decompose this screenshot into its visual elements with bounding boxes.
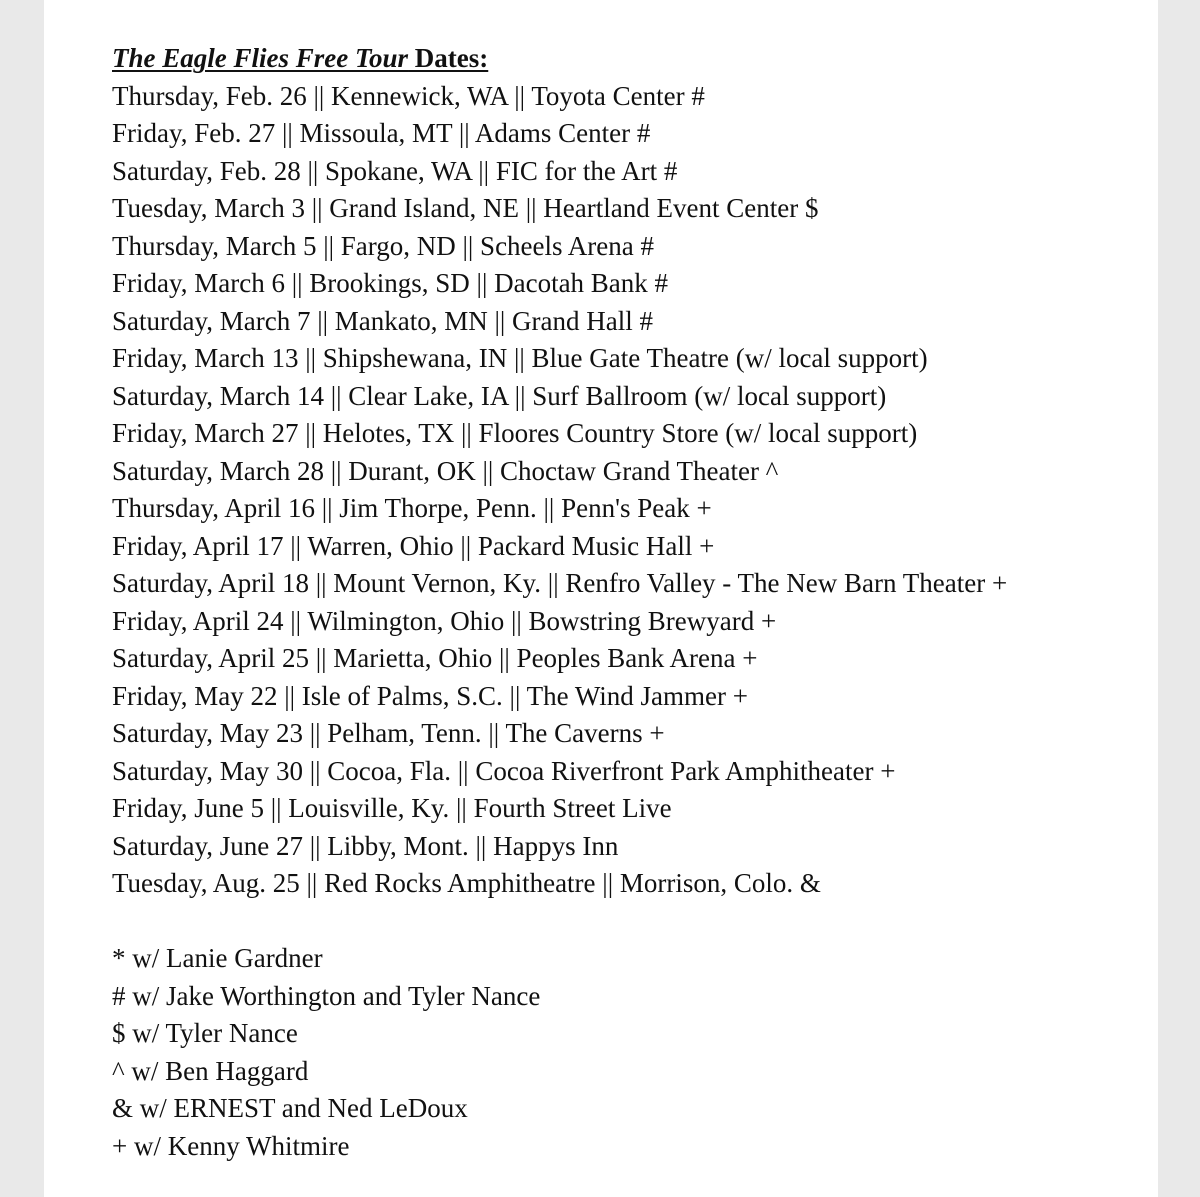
tour-date: Saturday, June 27 || Libby, Mont. || Happys Inn xyxy=(112,830,619,861)
tour-date: Saturday, April 18 || Mount Vernon, Ky. || Renfro Valley - The New Barn Theater + xyxy=(112,568,1008,598)
tour-date: Friday, March 13 || Shipshewana, IN || Blue Gate Theatre (w/ local support) xyxy=(112,343,928,373)
tour-date: Friday, March 27 || Helotes, TX || Floores Country Store (w/ local support) xyxy=(112,418,918,448)
support-legend xyxy=(112,940,1007,1165)
tour-date: Friday, June 5 || Louisville, Ky. || Fourth Street Live xyxy=(112,793,672,823)
tour-date: Tuesday, Aug. 25 || Red Rocks Amphitheatre || Morrison, Colo. & xyxy=(112,868,821,898)
tour-date: Thursday, March 5 || Fargo, ND || Scheels Arena # xyxy=(112,230,655,261)
tour-date: Saturday, Feb. 28 || Spokane, WA || FIC for the Art # xyxy=(112,155,678,186)
tour-date: Saturday, May 23 || Pelham, Tenn. || The Caverns + xyxy=(112,718,665,748)
legend-item: + w/ Kenny Whitmire xyxy=(112,1130,350,1161)
tour-date: Saturday, May 30 || Cocoa, Fla. || Cocoa Riverfront Park Amphitheater + xyxy=(112,755,896,786)
document-page xyxy=(44,0,1158,1197)
tour-date: Friday, April 24 || Wilmington, Ohio || Bowstring Brewyard + xyxy=(112,605,777,636)
legend-item: & w/ ERNEST and Ned LeDoux xyxy=(112,1093,468,1123)
tour-date: Saturday, March 14 || Clear Lake, IA || Surf Ballroom (w/ local support) xyxy=(112,380,887,411)
tour-date: Thursday, April 16 || Jim Thorpe, Penn. || Penn's Peak + xyxy=(112,493,712,523)
tour-date: Saturday, April 25 || Marietta, Ohio || Peoples Bank Arena + xyxy=(112,643,758,673)
tour-date: Thursday, Feb. 26 || Kennewick, WA || Toyota Center # xyxy=(112,80,705,111)
tour-date: Tuesday, March 3 || Grand Island, NE || Heartland Event Center $ xyxy=(112,193,819,223)
tour-title-suffix: Dates: xyxy=(408,43,489,73)
tour-date: Friday, March 6 || Brookings, SD || Dacotah Bank # xyxy=(112,268,669,298)
legend-item: $ w/ Tyler Nance xyxy=(112,1018,298,1048)
legend-item: # w/ Jake Worthington and Tyler Nance xyxy=(112,980,541,1011)
legend-item: * w/ Lanie Gardner xyxy=(112,943,323,973)
tour-date: Saturday, March 28 || Durant, OK || Choctaw Grand Theater ^ xyxy=(112,455,779,486)
tour-date: Saturday, March 7 || Mankato, MN || Grand Hall # xyxy=(112,305,654,336)
tour-date: Friday, April 17 || Warren, Ohio || Packard Music Hall + xyxy=(112,530,715,561)
tour-date: Friday, May 22 || Isle of Palms, S.C. || The Wind Jammer + xyxy=(112,680,748,711)
tour-title xyxy=(112,40,1007,78)
section-spacer xyxy=(112,903,1007,941)
legend-item: ^ w/ Ben Haggard xyxy=(112,1055,309,1086)
document-content xyxy=(112,40,1007,1165)
tour-name: The Eagle Flies Free Tour xyxy=(112,43,409,73)
tour-dates-list xyxy=(112,78,1007,903)
tour-date: Friday, Feb. 27 || Missoula, MT || Adams Center # xyxy=(112,118,651,148)
